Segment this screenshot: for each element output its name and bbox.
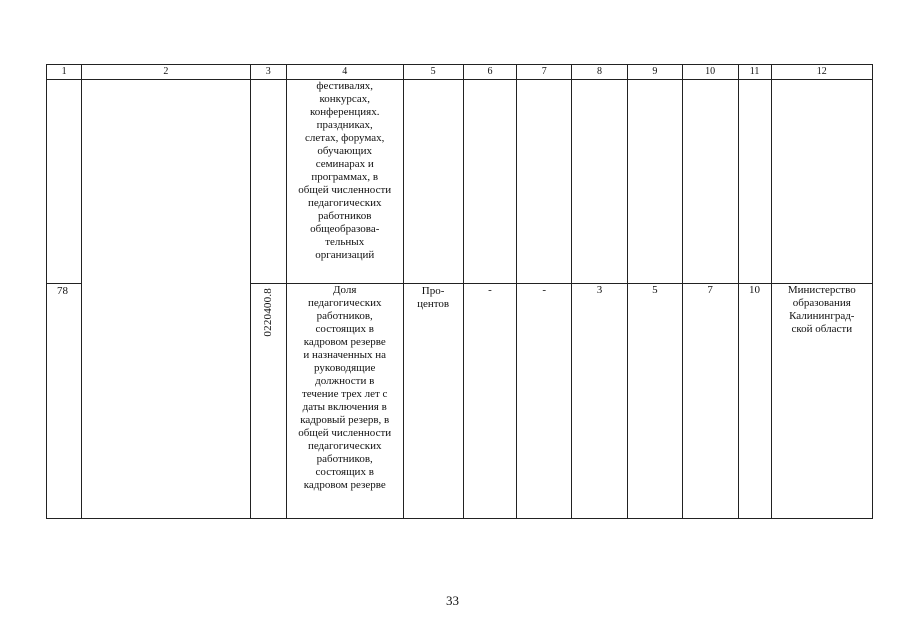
row-number: 78 [57, 285, 68, 297]
responsible-cell [771, 284, 872, 519]
column-header-4: 4 [286, 65, 403, 80]
unit-cell [403, 284, 463, 519]
cont-indicator-text: фестивалях, конкурсах, конференциях. праздниках, слетах, форумах, обучающих семинарах и программах, в общей численности педагогических работников общеобразова- тельных организаций [298, 80, 392, 261]
cont-cell-9 [627, 80, 682, 284]
code-cell [250, 284, 286, 519]
cont-cell-12 [771, 80, 872, 284]
cont-indicator-cell [286, 80, 403, 284]
column-header-8: 8 [572, 65, 628, 80]
responsible-text: Министерство образования Калининград- ской области [787, 284, 856, 335]
value-col9: 5 [627, 284, 682, 519]
indicator-text: Доля педагогических работников, состоящих в кадровом резерве и назначенных на руководящие должности в течение трех лет с даты включения в кадровый резерв, в общей численности педагогических работников, состоящих в кадровом резерве [298, 284, 392, 491]
table-row-continuation [47, 80, 873, 284]
column-header-6: 6 [463, 65, 517, 80]
cont-cell-5 [403, 80, 463, 284]
column-header-1: 1 [47, 65, 82, 80]
page-number: 33 [446, 593, 459, 608]
row-number-cell [47, 284, 82, 519]
cont-cell-3 [250, 80, 286, 284]
value-col10: 7 [682, 284, 738, 519]
column-header-9: 9 [627, 65, 682, 80]
indicator-cell [286, 284, 403, 519]
cont-cell-1 [47, 80, 82, 284]
value-col11: 10 [738, 284, 771, 519]
column-header-5: 5 [403, 65, 463, 80]
column-header-row [47, 65, 873, 80]
column-header-3: 3 [250, 65, 286, 80]
column-header-12: 12 [771, 65, 872, 80]
indicator-code: 0220400.8 [261, 288, 274, 337]
cont-cell-10 [682, 80, 738, 284]
column-header-7: 7 [517, 65, 572, 80]
column-header-10: 10 [682, 65, 738, 80]
value-col6: - [463, 284, 517, 519]
cont-cell-8 [572, 80, 628, 284]
cont-cell-7 [517, 80, 572, 284]
cont-cell-11 [738, 80, 771, 284]
value-col7: - [517, 284, 572, 519]
cont-cell-6 [463, 80, 517, 284]
column-header-2: 2 [82, 65, 251, 80]
indicators-table [46, 64, 873, 519]
program-name-cell [82, 80, 251, 519]
column-header-11: 11 [738, 65, 771, 80]
value-col8: 3 [572, 284, 628, 519]
unit-text: Про- центов [417, 285, 450, 310]
